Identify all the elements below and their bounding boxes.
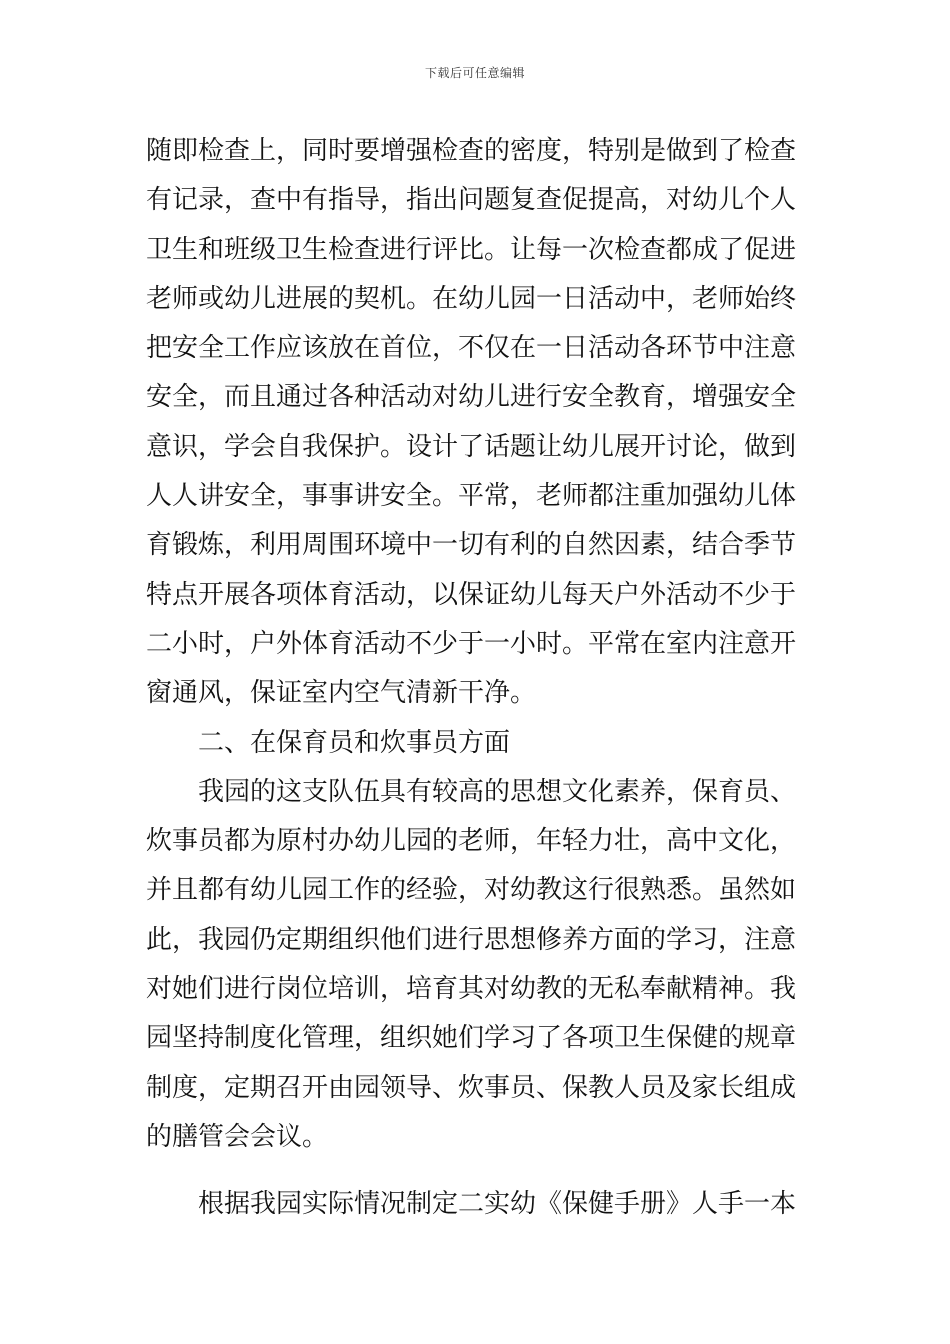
text-line: 此，我园仍定期组织他们进行思想修养方面的学习，注意 [146, 924, 797, 955]
document-body [146, 127, 810, 1230]
text-line: 制度，定期召开由园领导、炊事员、保教人员及家长组成 [146, 1072, 797, 1103]
paragraph-2 [146, 768, 810, 1162]
text-line: 育锻炼，利用周围环境中一切有利的自然因素，结合季节 [146, 530, 797, 561]
text-line: 特点开展各项体育活动，以保证幼儿每天户外活动不少于 [146, 579, 797, 610]
text-line: 人人讲安全，事事讲安全。平常，老师都注重加强幼儿体 [146, 481, 797, 512]
text-line: 炊事员都为原村办幼儿园的老师，年轻力壮，高中文化， [146, 826, 797, 857]
text-line: 根据我园实际情况制定二实幼《保健手册》人手一本 [198, 1189, 797, 1220]
paragraph-gap [146, 1162, 810, 1180]
text-line: 把安全工作应该放在首位，不仅在一日活动各环节中注意 [146, 333, 797, 364]
text-line: 我园的这支队伍具有较高的思想文化素养，保育员、 [198, 776, 797, 807]
text-line: 安全，而且通过各种活动对幼儿进行安全教育，增强安全 [146, 382, 797, 413]
section-heading: 二、在保育员和炊事员方面 [198, 727, 511, 758]
text-line: 二小时，户外体育活动不少于一小时。平常在室内注意开 [146, 628, 797, 659]
text-line: 随即检查上，同时要增强检查的密度，特别是做到了检查 [146, 136, 797, 166]
text-line: 园坚持制度化管理，组织她们学习了各项卫生保健的规章 [146, 1023, 797, 1054]
page-header: 下载后可任意编辑 [424, 66, 525, 80]
text-line: 意识，学会自我保护。设计了话题让幼儿展开讨论，做到 [146, 431, 797, 462]
text-line: 卫生和班级卫生检查进行评比。让每一次检查都成了促进 [146, 234, 797, 265]
text-line: 窗通风，保证室内空气清新干净。 [146, 678, 537, 709]
paragraph-3 [146, 1180, 810, 1229]
text-line: 有记录，查中有指导，指出问题复查促提高，对幼儿个人 [146, 185, 797, 216]
text-line: 并且都有幼儿园工作的经验，对幼教这行很熟悉。虽然如 [146, 875, 797, 906]
text-line: 的膳管会会议。 [146, 1121, 329, 1152]
text-line: 老师或幼儿进展的契机。在幼儿园一日活动中，老师始终 [146, 283, 797, 314]
paragraph-1 [146, 127, 810, 719]
text-line: 对她们进行岗位培训，培育其对幼教的无私奉献精神。我 [146, 974, 797, 1005]
